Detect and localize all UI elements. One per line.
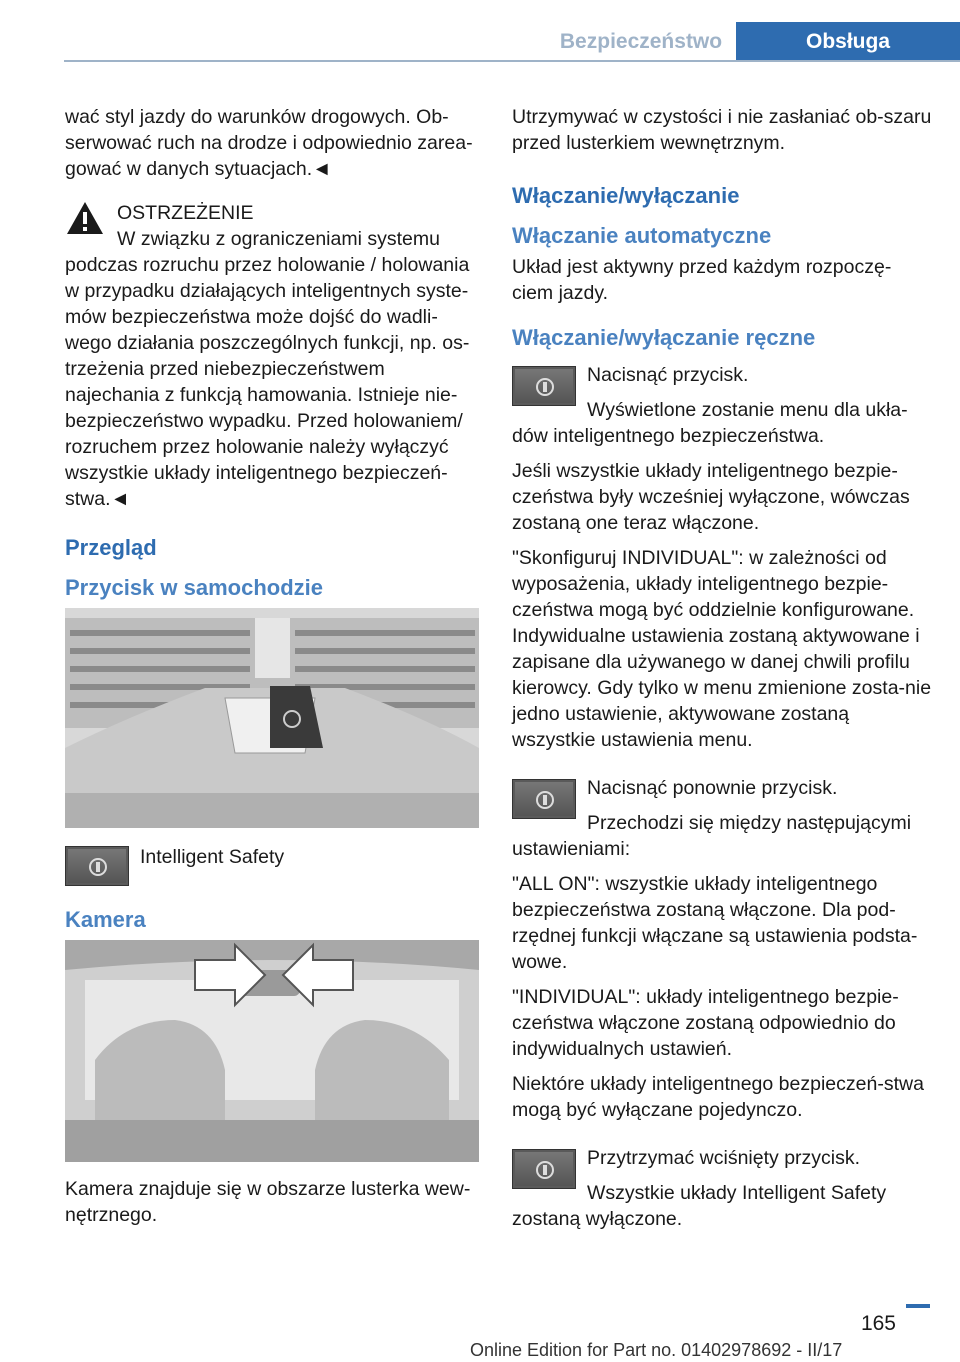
b1-a: Nacisnąć przycisk. [587,364,749,386]
auto-text: Układ jest aktywny przed każdym rozpoczę-ciem jazdy. [512,256,892,304]
dashboard-button-photo [65,608,479,828]
intelligent-safety-button-icon [65,846,129,886]
b2-a: Nacisnąć ponownie przycisk. [587,777,838,799]
heading-auto: Włączanie automatyczne [512,223,772,248]
warning-body: podczas rozruchu przez holowanie / holowania w przypadku działających inteligentnych syste-mów bezpieczeństwa może dojść do wadli-wego działania poszczególnych funkcji, np. os-trzeżenia przed niebezpieczeństwem najechania z funkcją hamowania. Istnieje nie-bezpieczeństwo wypadku. Przed holowaniem/ rozruchem przez holowanie należy wyłączyć wszystkie układy inteligentnego bezpieczeń-stwa.◄ [65,254,470,510]
warning-line1: W związku z ograniczeniami systemu [117,228,440,250]
b1-b: Wyświetlone zostanie menu dla ukła- [587,399,908,421]
button-row-3 [512,1145,932,1232]
p2: Jeśli wszystkie układy inteligentnego bezpie-czeństwa były wcześniej wyłączone, wówczas zostaną one teraz włączone. [512,460,910,534]
heading-onoff: Włączanie/wyłączanie [512,183,740,208]
intelligent-safety-button-icon [512,779,576,819]
button-caption: Intelligent Safety [140,846,285,868]
header-tab-section: Bezpieczeństwo [559,30,723,53]
edition-text: Online Edition for Part no. 01402978692 - II/17 [470,1340,843,1360]
left-column [65,104,479,1237]
camera-photo [65,940,479,1162]
button-row-2 [512,775,932,862]
p5: "INDIVIDUAL": układy inteligentnego bezpie-czeństwa włączone zostaną odpowiednio do indywidualnych ustawień. [512,986,899,1060]
b2-c: ustawieniami: [512,838,631,860]
header-tab-active: Obsługa [736,22,960,62]
heading-button: Przycisk w samochodzie [65,575,323,600]
warning-box [65,200,479,512]
p3: "Skonfiguruj INDIVIDUAL": w zależności od wyposażenia, układy inteligentnego bezpie-czeństwa mogą być oddzielnie konfigurowane. Indywidualne ustawienia zostaną aktywowane i zapisane dla używanego w danej chwili profilu kierowcy. Gdy tylko w menu zmienione zosta-nie jedno ustawienie, aktywowane zostaną wszystkie ustawienia menu. [512,547,932,751]
b3-c: zostaną wyłączone. [512,1208,683,1230]
page-number-bar [906,1304,930,1308]
right-column [512,104,932,1241]
b1-c: dów inteligentnego bezpieczeństwa. [512,425,825,447]
b2-b: Przechodzi się między następującymi [587,812,912,834]
warning-icon [65,200,105,236]
b3-b: Wszystkie układy Intelligent Safety [587,1182,887,1204]
header-rule [64,60,960,62]
p6: Niektóre układy inteligentnego bezpieczeń-stwa mogą być wyłączane pojedynczo. [512,1073,924,1121]
heading-manual: Włączanie/wyłączanie ręczne [512,325,816,350]
button-caption-row [65,842,479,890]
intelligent-safety-button-icon [512,366,576,406]
page-number: 165 [860,1312,896,1335]
button-row-1 [512,362,932,449]
b3-a: Przytrzymać wciśnięty przycisk. [587,1147,861,1169]
p4: "ALL ON": wszystkie układy inteligentnego bezpieczeństwa zostaną włączone. Dla pod-rzędnej funkcji włączane są ustawienia podsta-wowe. [512,873,918,973]
camera-text: Kamera znajduje się w obszarze lusterka wew-nętrznego. [65,1178,471,1226]
warning-title: OSTRZEŻENIE [117,202,254,224]
intro-text: wać styl jazdy do warunków drogowych. Ob-serwować ruch na drodze i odpowiednio zarea-gować w danych sytuacjach.◄ [65,106,473,180]
heading-overview: Przegląd [65,535,157,560]
heading-camera: Kamera [65,907,146,932]
clean-text: Utrzymywać w czystości i nie zasłaniać ob-szaru przed lusterkiem wewnętrznym. [512,106,932,154]
intelligent-safety-button-icon [512,1149,576,1189]
